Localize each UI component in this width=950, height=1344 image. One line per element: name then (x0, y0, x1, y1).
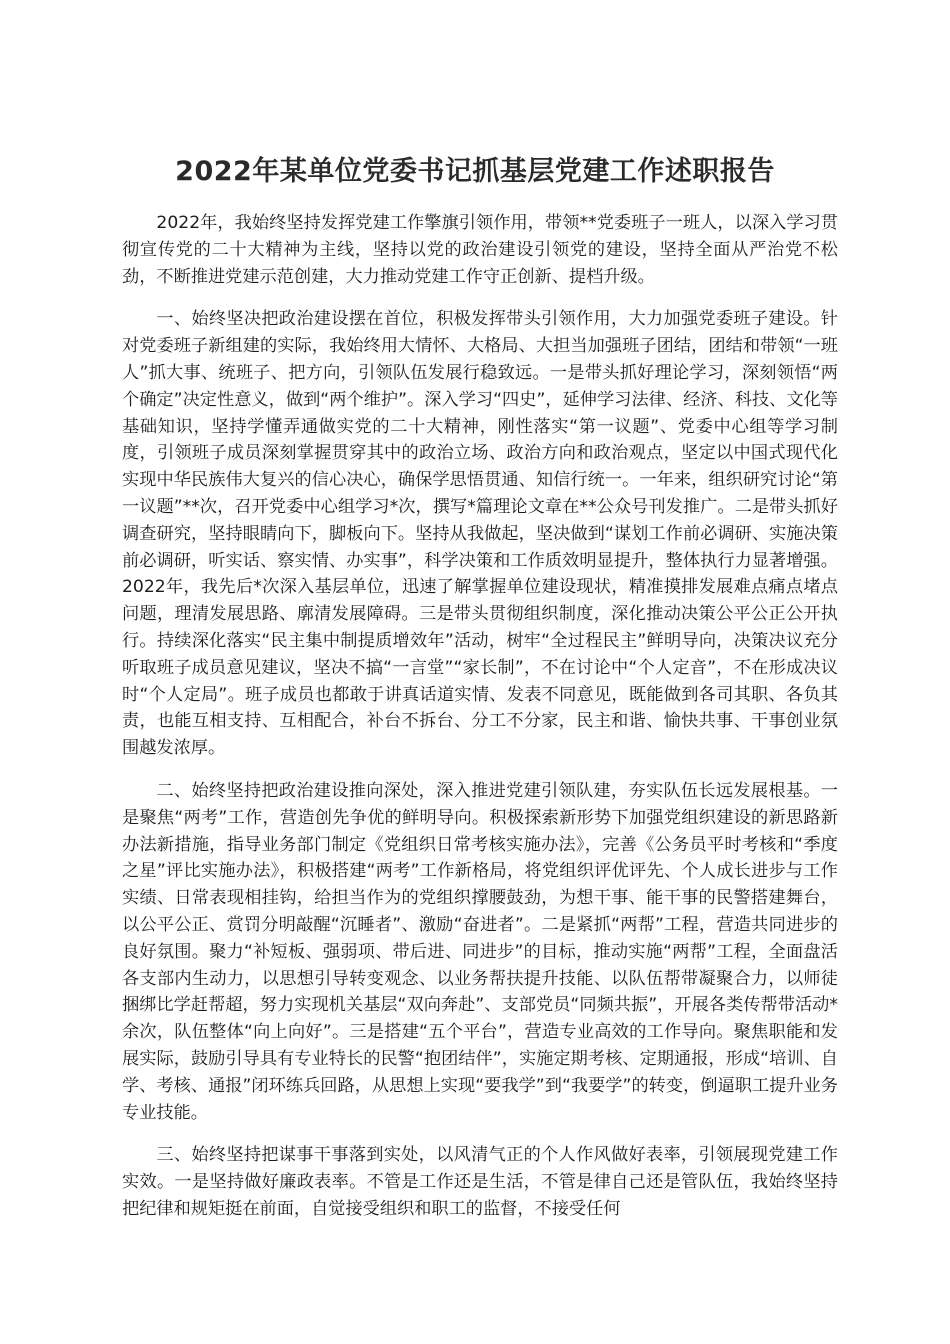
paragraph-section-2: 二、始终坚持把政治建设推向深处，深入推进党建引领队建，夯实队伍长远发展根基。一是聚焦“两考”工作，营造创先争优的鲜明导向。积极探索新形势下加强党组织建设的新思路新办法新措施，指导业务部门制定《党组织日常考核实施办法》，完善《公务员平时考核和“季度之星”评比实施办法》，积极搭建“两考”工作新格局，将党组织评优评先、个人成长进步与工作实绩、日常表现相挂钩，给担当作为的党组织撑腰鼓劲，为想干事、能干事的民警搭建舞台，以公平公正、赏罚分明敲醒“沉睡者”、激励“奋进者”。二是紧抓“两帮”工程，营造共同进步的良好氛围。聚力“补短板、强弱项、带后进、同进步”的目标，推动实施“两帮”工程，全面盘活各支部内生动力，以思想引导转变观念、以业务帮扶提升技能、以队伍帮带凝聚合力，以师徒捆绑比学赶帮超，努力实现机关基层“双向奔赴”、支部党员“同频共振”，开展各类传帮带活动*余次，队伍整体“向上向好”。三是搭建“五个平台”，营造专业高效的工作导向。聚焦职能和发展实际，鼓励引导具有专业特长的民警“抱团结伴”，实施定期考核、定期通报，形成“培训、自学、考核、通报”闭环练兵回路，从思想上实现“要我学”到“我要学”的转变，倒逼职工提升业务专业技能。 (122, 780, 838, 1123)
paragraph-section-3: 三、始终坚持把谋事干事落到实处，以风清气正的个人作风做好表率，引领展现党建工作实效。一是坚持做好廉政表率。不管是工作还是生活，不管是律自己还是管队伍，我始终坚持把纪律和规矩挺在前面，自觉接受组织和职工的监督，不接受任何 (122, 1145, 838, 1219)
paragraph-intro: 2022年，我始终坚持发挥党建工作擎旗引领作用，带领**党委班子一班人，以深入学习贯彻宣传党的二十大精神为主线，坚持以党的政治建设引领党的建设，坚持全面从严治党不松劲，不断推进党建示范创建，大力推动党建工作守正创新、提档升级。 (122, 213, 838, 287)
document-title: 2022年某单位党委书记抓基层党建工作述职报告 (175, 156, 775, 187)
document-body (122, 210, 838, 1239)
paragraph-section-1: 一、始终坚决把政治建设摆在首位，积极发挥带头引领作用，大力加强党委班子建设。针对党委班子新组建的实际，我始终用大情怀、大格局、大担当加强班子团结，团结和带领“一班人”抓大事、统班子、把方向，引领队伍发展行稳致远。一是带头抓好理论学习，深刻领悟“两个确定”决定性意义，做到“两个维护”。深入学习“四史”，延伸学习法律、经济、科技、文化等基础知识，坚持学懂弄通做实党的二十大精神，刚性落实“第一议题”、党委中心组等学习制度，引领班子成员深刻掌握贯穿其中的政治立场、政治方向和政治观点，坚定以中国式现代化实现中华民族伟大复兴的信心决心，确保学思悟贯通、知信行统一。一年来，组织研究讨论“第一议题”**次，召开党委中心组学习*次，撰写*篇理论文章在**公众号刊发推广。二是带头抓好调查研究，坚持眼睛向下，脚板向下。坚持从我做起，坚决做到“谋划工作前必调研、实施决策前必调研，听实话、察实情、办实事”，科学决策和工作质效明显提升，整体执行力显著增强。2022年，我先后*次深入基层单位，迅速了解掌握单位建设现状，精准摸排发展难点痛点堵点问题，理清发展思路、廓清发展障碍。三是带头贯彻组织制度，深化推动决策公平公正公开执行。持续深化落实“民主集中制提质增效年”活动，树牢“全过程民主”鲜明导向，决策决议充分听取班子成员意见建议，坚决不搞“一言堂”“家长制”，不在讨论中“个人定音”，不在形成决议时“个人定局”。班子成员也都敢于讲真话道实情、发表不同意见，既能做到各司其职、各负其责，也能互相支持、互相配合，补台不拆台、分工不分家，民主和谐、愉快共事、干事创业氛围越发浓厚。 (122, 309, 838, 759)
